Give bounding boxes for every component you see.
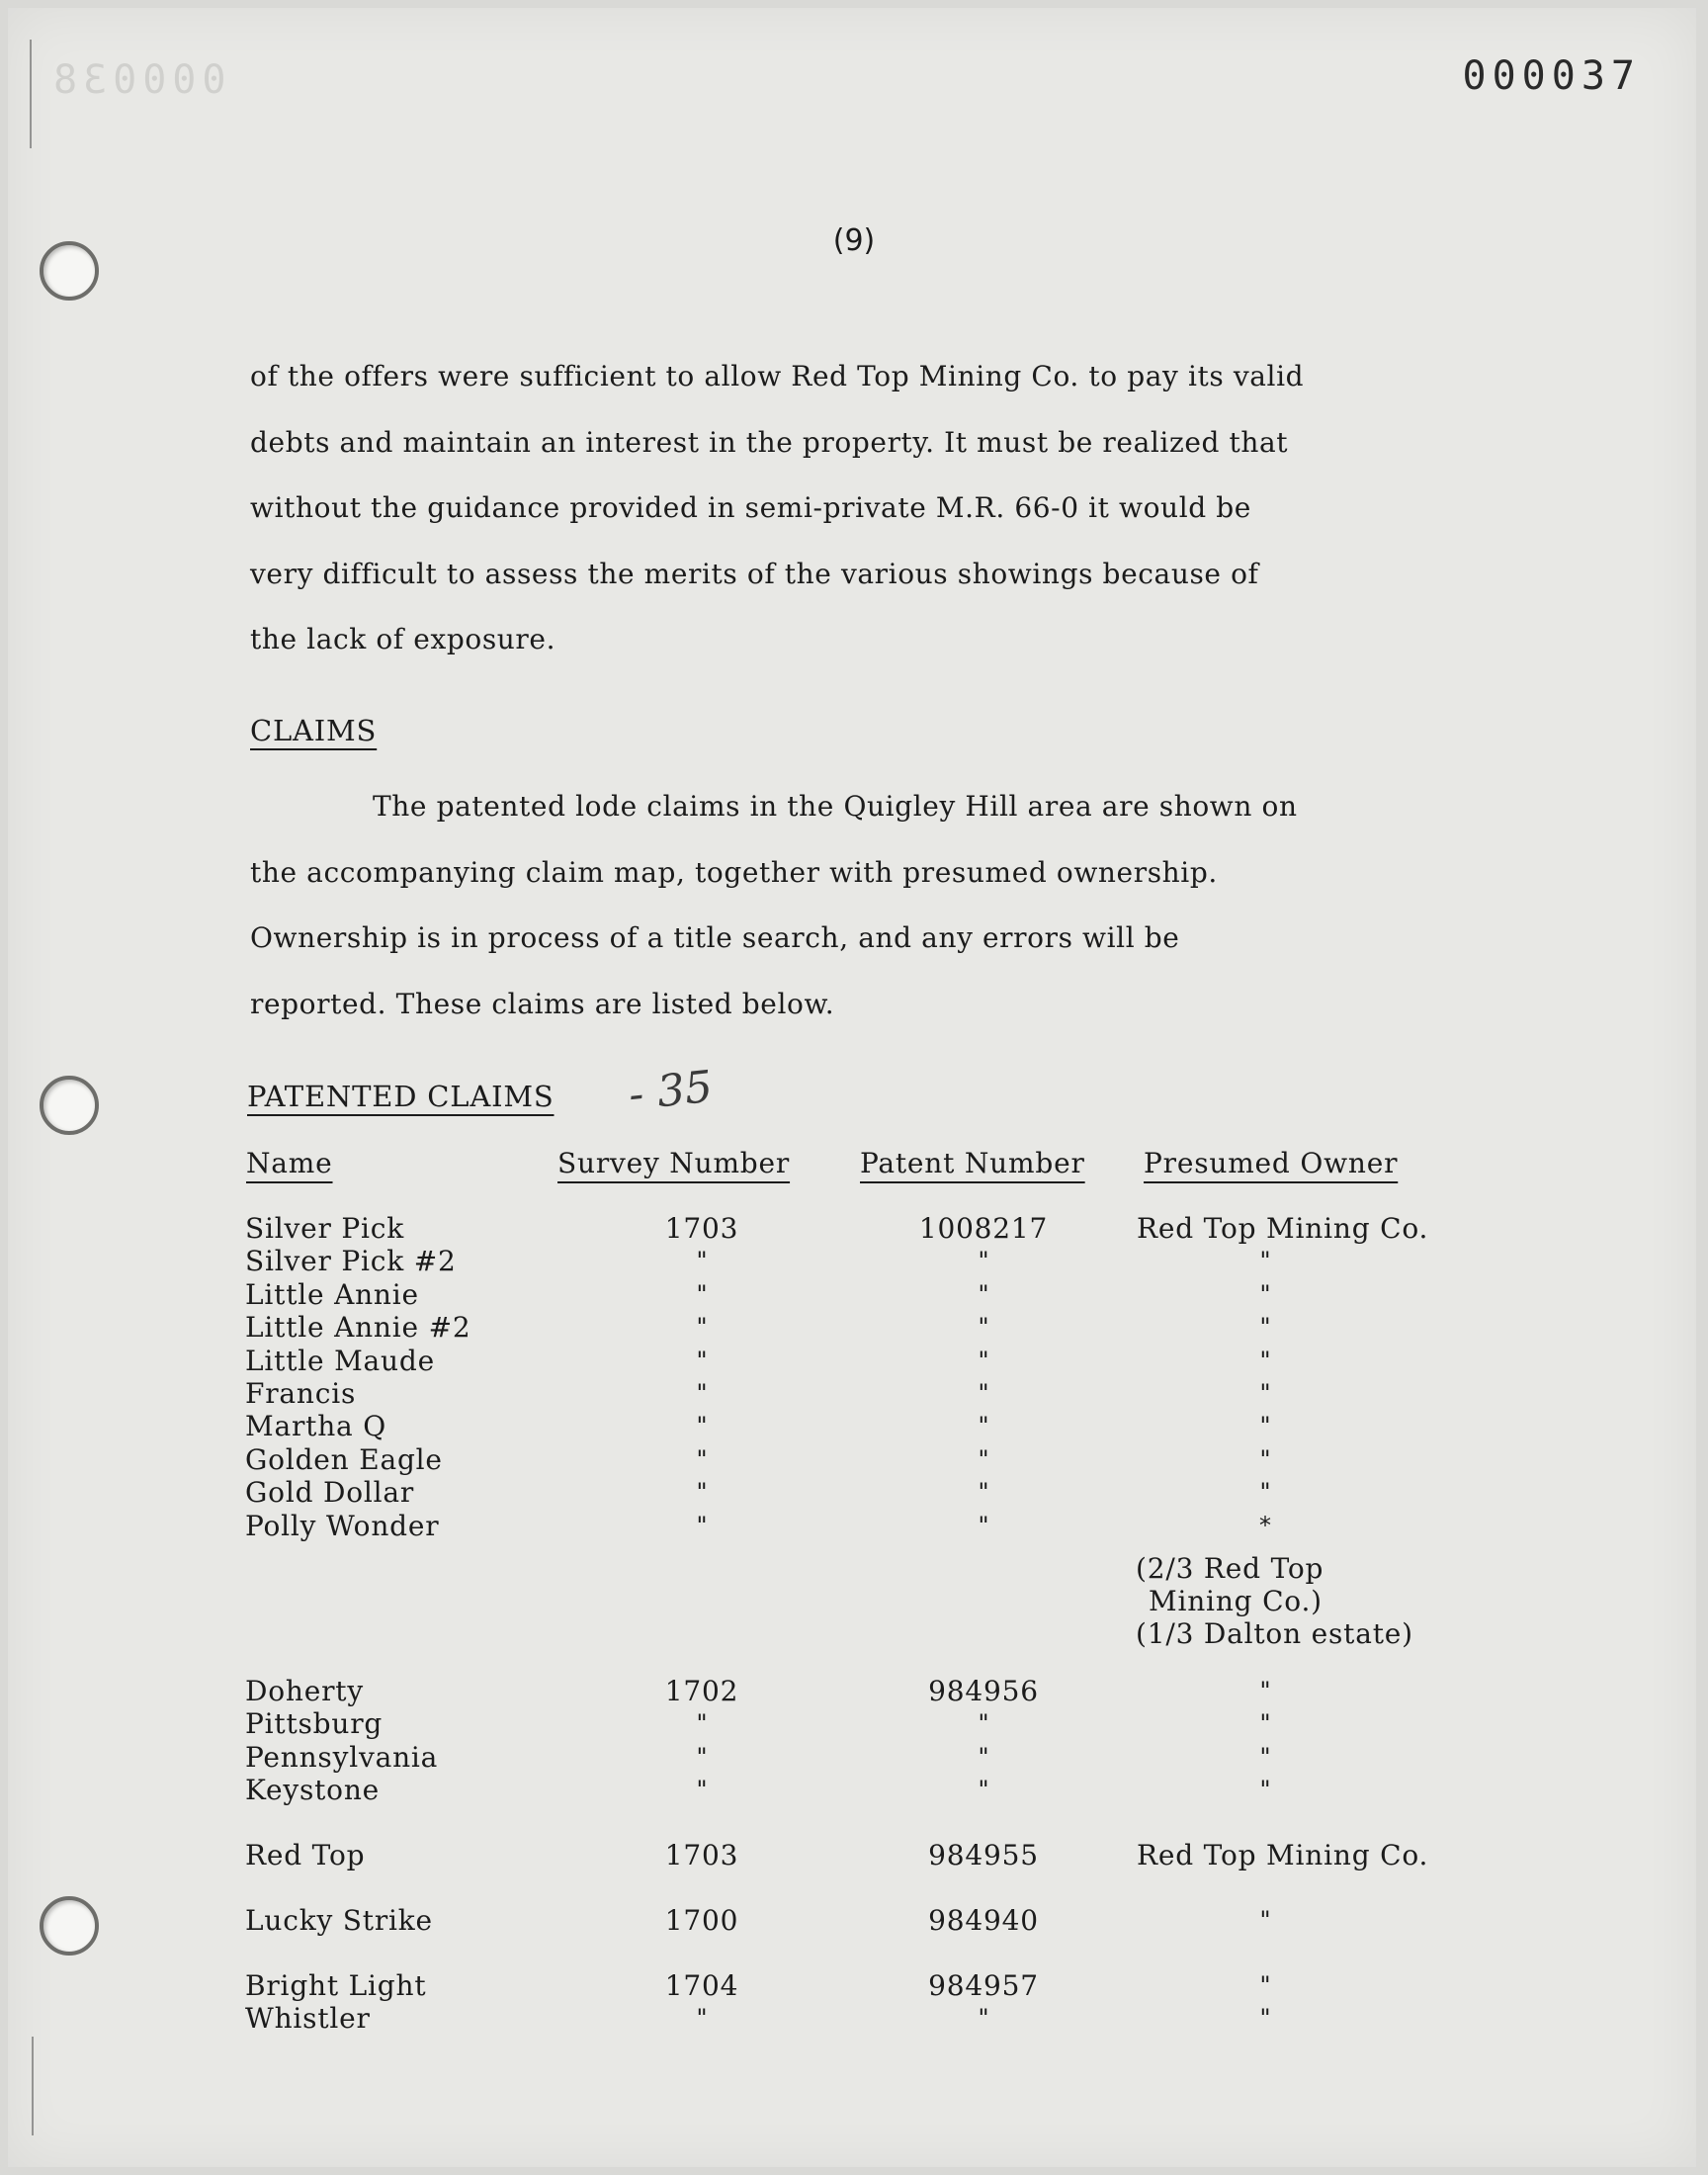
claim-survey-cell: 1703 — [664, 1212, 739, 1245]
claim-patent-cell: " — [978, 1742, 989, 1771]
claim-survey-cell: 1704 — [664, 1969, 739, 2002]
owner-footnote-line: (2/3 Red Top — [1136, 1552, 1324, 1585]
column-header-presumed-owner: Presumed Owner — [1144, 1147, 1399, 1179]
claim-patent-cell: " — [978, 1776, 989, 1804]
claim-name-cell: Bright Light — [245, 1969, 427, 2002]
claim-name-cell: Little Maude — [245, 1344, 435, 1377]
claim-patent-cell: " — [978, 1279, 989, 1308]
text-line: reported. These claims are listed below. — [250, 987, 835, 1020]
claim-owner-cell: Red Top Mining Co. — [1137, 1839, 1429, 1871]
claim-name-cell: Doherty — [245, 1675, 364, 1707]
claim-owner-cell: " — [1259, 1742, 1271, 1771]
claim-owner-cell: * — [1259, 1511, 1271, 1539]
owner-footnote-line: (1/3 Dalton estate) — [1136, 1617, 1413, 1650]
claim-name-cell: Francis — [245, 1377, 357, 1410]
text-line: The patented lode claims in the Quigley Hill area are shown on — [373, 790, 1298, 823]
claim-name-cell: Pennsylvania — [245, 1740, 439, 1774]
binder-hole-middle — [40, 1076, 99, 1135]
text-line: the lack of exposure. — [250, 623, 556, 655]
claim-owner-cell: " — [1259, 1776, 1271, 1804]
text-line: Ownership is in process of a title search, and any errors will be — [250, 921, 1180, 954]
patented-claims-heading: PATENTED CLAIMS — [247, 1080, 555, 1113]
column-header-survey-number: Survey Number — [557, 1147, 791, 1179]
left-edge-mark-bottom — [32, 2037, 34, 2135]
claim-patent-cell: " — [978, 2004, 989, 2033]
text-line: very difficult to assess the merits of the various showings because of — [250, 557, 1259, 590]
claim-patent-cell: " — [978, 1313, 989, 1342]
text-line: of the offers were sufficient to allow Red Top Mining Co. to pay its valid — [250, 360, 1305, 392]
claim-name-cell: Pittsburg — [245, 1707, 384, 1741]
claim-owner-cell: " — [1259, 1279, 1271, 1308]
claim-name-cell: Polly Wonder — [245, 1509, 440, 1542]
claim-patent-cell: " — [978, 1444, 989, 1473]
intro-paragraph — [250, 344, 1476, 673]
claim-survey-cell: " — [696, 1444, 708, 1473]
claim-owner-cell: " — [1259, 1313, 1271, 1342]
claim-name-cell: Little Annie — [245, 1277, 419, 1311]
text-line: debts and maintain an interest in the property. It must be realized that — [250, 425, 1289, 459]
claim-survey-cell: 1700 — [664, 1904, 739, 1937]
claim-owner-cell: " — [1259, 1971, 1271, 1999]
claim-survey-cell: " — [696, 1247, 708, 1275]
claim-patent-cell: 1008217 — [918, 1212, 1049, 1245]
claim-patent-cell: " — [978, 1346, 989, 1374]
claim-patent-cell: " — [978, 1709, 989, 1738]
column-header-name: Name — [246, 1147, 333, 1179]
claim-survey-cell: " — [696, 1511, 708, 1539]
text-line: the accompanying claim map, together with presumed ownership. — [250, 855, 1218, 889]
claim-name-cell: Whistler — [245, 2002, 371, 2036]
claim-survey-cell: " — [696, 1776, 708, 1804]
claim-survey-cell: 1703 — [664, 1839, 739, 1871]
claim-name-cell: Martha Q — [245, 1410, 386, 1443]
claim-patent-cell: " — [978, 1412, 989, 1440]
claim-name-cell: Silver Pick #2 — [245, 1245, 457, 1278]
claim-survey-cell: " — [696, 1478, 708, 1507]
claim-name-cell: Lucky Strike — [245, 1904, 433, 1937]
binder-hole-bottom — [40, 1896, 99, 1956]
claim-owner-cell: " — [1259, 1346, 1271, 1374]
claim-owner-cell: " — [1259, 1444, 1271, 1473]
claim-survey-cell: " — [696, 1412, 708, 1440]
column-header-patent-number: Patent Number — [860, 1147, 1085, 1179]
claim-owner-cell: " — [1259, 1906, 1271, 1934]
claim-survey-cell: 1702 — [664, 1675, 739, 1707]
claim-owner-cell: " — [1259, 1478, 1271, 1507]
claim-patent-cell: " — [978, 1247, 989, 1275]
claim-patent-cell: " — [978, 1511, 989, 1539]
claim-survey-cell: " — [696, 1279, 708, 1308]
claim-survey-cell: " — [696, 2004, 708, 2033]
claim-name-cell: Silver Pick — [245, 1212, 405, 1245]
claim-owner-cell: " — [1259, 1379, 1271, 1407]
claim-survey-cell: " — [696, 1709, 708, 1738]
claim-patent-cell: " — [978, 1478, 989, 1507]
page-number: (9) — [832, 223, 876, 258]
claim-owner-cell: " — [1259, 1677, 1271, 1704]
claim-survey-cell: " — [696, 1379, 708, 1407]
claim-owner-cell: " — [1259, 1247, 1271, 1275]
claims-paragraph — [250, 774, 1476, 1037]
claim-name-cell: Golden Eagle — [245, 1442, 443, 1476]
claim-patent-cell: 984957 — [928, 1969, 1039, 2002]
claims-heading: CLAIMS — [250, 714, 378, 747]
claim-name-cell: Little Annie #2 — [245, 1311, 471, 1345]
claim-name-cell: Keystone — [245, 1774, 381, 1807]
claim-name-cell: Red Top — [245, 1839, 366, 1871]
claim-patent-cell: 984956 — [928, 1675, 1039, 1707]
left-edge-mark-top — [30, 40, 32, 148]
claim-patent-cell: 984940 — [928, 1904, 1039, 1937]
document-number: 000037 — [1462, 53, 1641, 99]
owner-footnote-line: Mining Co.) — [1149, 1585, 1323, 1617]
handwritten-note: - 35 — [626, 1061, 716, 1121]
ghost-document-number: 000038 — [47, 57, 226, 103]
claim-survey-cell: " — [696, 1313, 708, 1342]
claim-owner-cell: " — [1259, 1709, 1271, 1738]
claim-owner-cell: " — [1259, 1412, 1271, 1440]
claim-owner-cell: Red Top Mining Co. — [1137, 1212, 1429, 1245]
claim-name-cell: Gold Dollar — [245, 1476, 415, 1510]
claim-survey-cell: " — [696, 1742, 708, 1771]
claim-owner-cell: " — [1259, 2004, 1271, 2033]
claim-survey-cell: " — [696, 1346, 708, 1374]
text-line: without the guidance provided in semi-private M.R. 66-0 it would be — [250, 491, 1251, 524]
claim-patent-cell: 984955 — [928, 1839, 1039, 1871]
claim-patent-cell: " — [978, 1379, 989, 1407]
